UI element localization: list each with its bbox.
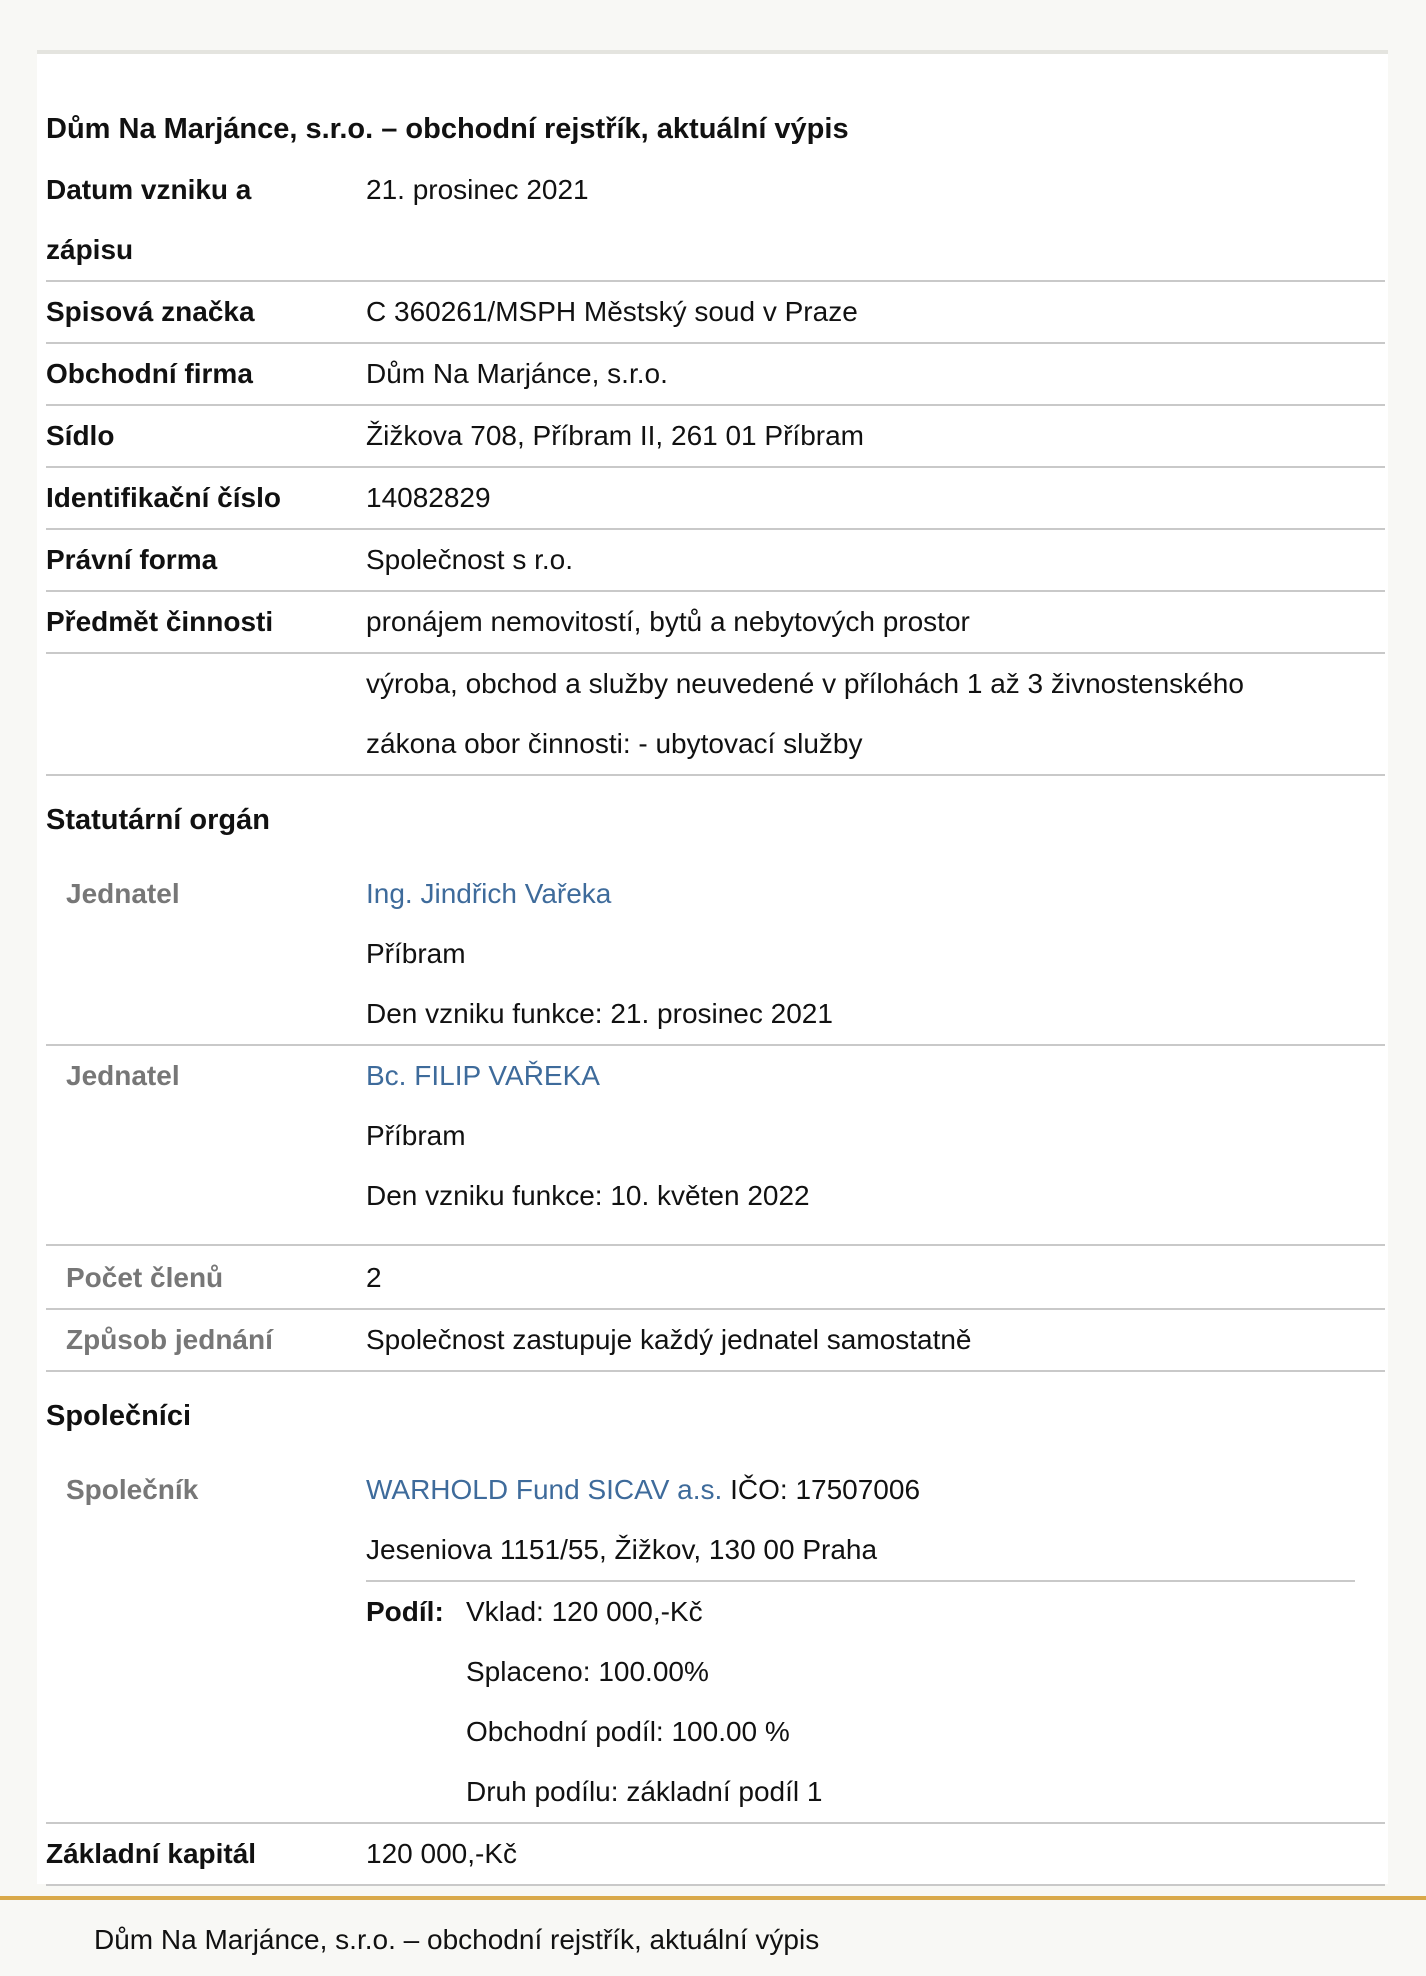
value-predmet-2a: výroba, obchod a služby neuvedené v přílohách 1 až 3 živnostenského [366,668,1244,699]
value-sidlo: Žižkova 708, Příbram II, 261 01 Příbram [366,420,864,451]
row-pravni-forma [46,530,1385,592]
label-zpusob: Způsob jednání [66,1324,273,1355]
row-ico [46,468,1385,530]
registry-content [46,54,1385,1886]
podil-vklad: Vklad: 120 000,-Kč [466,1596,703,1627]
label-pocet: Počet členů [66,1262,224,1293]
podil-block [366,1580,1355,1822]
value-spisova: C 360261/MSPH Městský soud v Praze [366,296,858,327]
jednatel-row [46,1046,1385,1246]
value-kapital: 120 000,-Kč [366,1838,517,1869]
label-firma: Obchodní firma [46,358,253,389]
jednatel-city: Příbram [366,938,466,969]
value-datum: 21. prosinec 2021 [366,174,589,205]
value-ico: 14082829 [366,482,491,513]
label-ico: Identifikační číslo [46,482,281,513]
podil-splaceno: Splaceno: 100.00% [466,1656,709,1687]
spolecnik-address: Jeseniova 1151/55, Žižkov, 130 00 Praha [366,1534,878,1565]
label-jednatel: Jednatel [66,878,180,909]
section-statutarni: Statutární orgán [46,804,270,836]
value-firma: Dům Na Marjánce, s.r.o. [366,358,668,389]
registry-card [37,50,1388,1884]
jednatel-name-link[interactable]: Bc. FILIP VAŘEKA [366,1060,600,1091]
row-datum-vzniku [46,160,1385,282]
value-predmet-1: pronájem nemovitostí, bytů a nebytových prostor [366,606,970,637]
label-datum-2: zápisu [46,234,134,265]
row-predmet-1 [46,592,1385,654]
value-predmet-2b: zákona obor činnosti: - ubytovací služby [366,728,863,759]
podil-label: Podíl: [366,1596,444,1627]
jednatel-row [46,864,1385,1046]
section-spolecnici: Společníci [46,1400,192,1432]
spolecnik-ico: IČO: 17507006 [730,1474,921,1505]
footer [0,1896,1426,1976]
row-spisova-znacka [46,282,1385,344]
podil-druh: Druh podílu: základní podíl 1 [466,1776,823,1807]
label-pravni: Právní forma [46,544,218,575]
row-zpusob-jednani [46,1310,1385,1372]
row-obchodni-firma [46,344,1385,406]
row-predmet-2 [46,654,1385,776]
label-predmet: Předmět činnosti [46,606,274,637]
row-pocet-clenu [46,1246,1385,1310]
jednatel-city: Příbram [366,1120,466,1151]
jednatel-since: Den vzniku funkce: 10. květen 2022 [366,1180,810,1211]
row-spolecnik [46,1460,1385,1824]
label-datum-1: Datum vzniku a [46,174,252,205]
label-kapital: Základní kapitál [46,1838,257,1869]
label-spolecnik: Společník [66,1474,199,1505]
value-pravni: Společnost s r.o. [366,544,574,575]
row-sidlo [46,406,1385,468]
page-title: Dům Na Marjánce, s.r.o. – obchodní rejstřík, aktuální výpis [46,113,849,145]
label-jednatel: Jednatel [66,1060,180,1091]
podil-obchodni: Obchodní podíl: 100.00 % [466,1716,790,1747]
label-spisova: Spisová značka [46,296,255,327]
jednatel-since: Den vzniku funkce: 21. prosinec 2021 [366,998,833,1029]
jednatel-name-link[interactable]: Ing. Jindřich Vařeka [366,878,612,909]
spolecnik-name-link[interactable]: WARHOLD Fund SICAV a.s. [366,1474,723,1505]
value-zpusob: Společnost zastupuje každý jednatel samostatně [366,1324,972,1355]
row-zakladni-kapital [46,1824,1385,1886]
footer-text: Dům Na Marjánce, s.r.o. – obchodní rejstřík, aktuální výpis [94,1924,820,1955]
label-sidlo: Sídlo [46,420,115,451]
value-pocet: 2 [366,1262,382,1293]
